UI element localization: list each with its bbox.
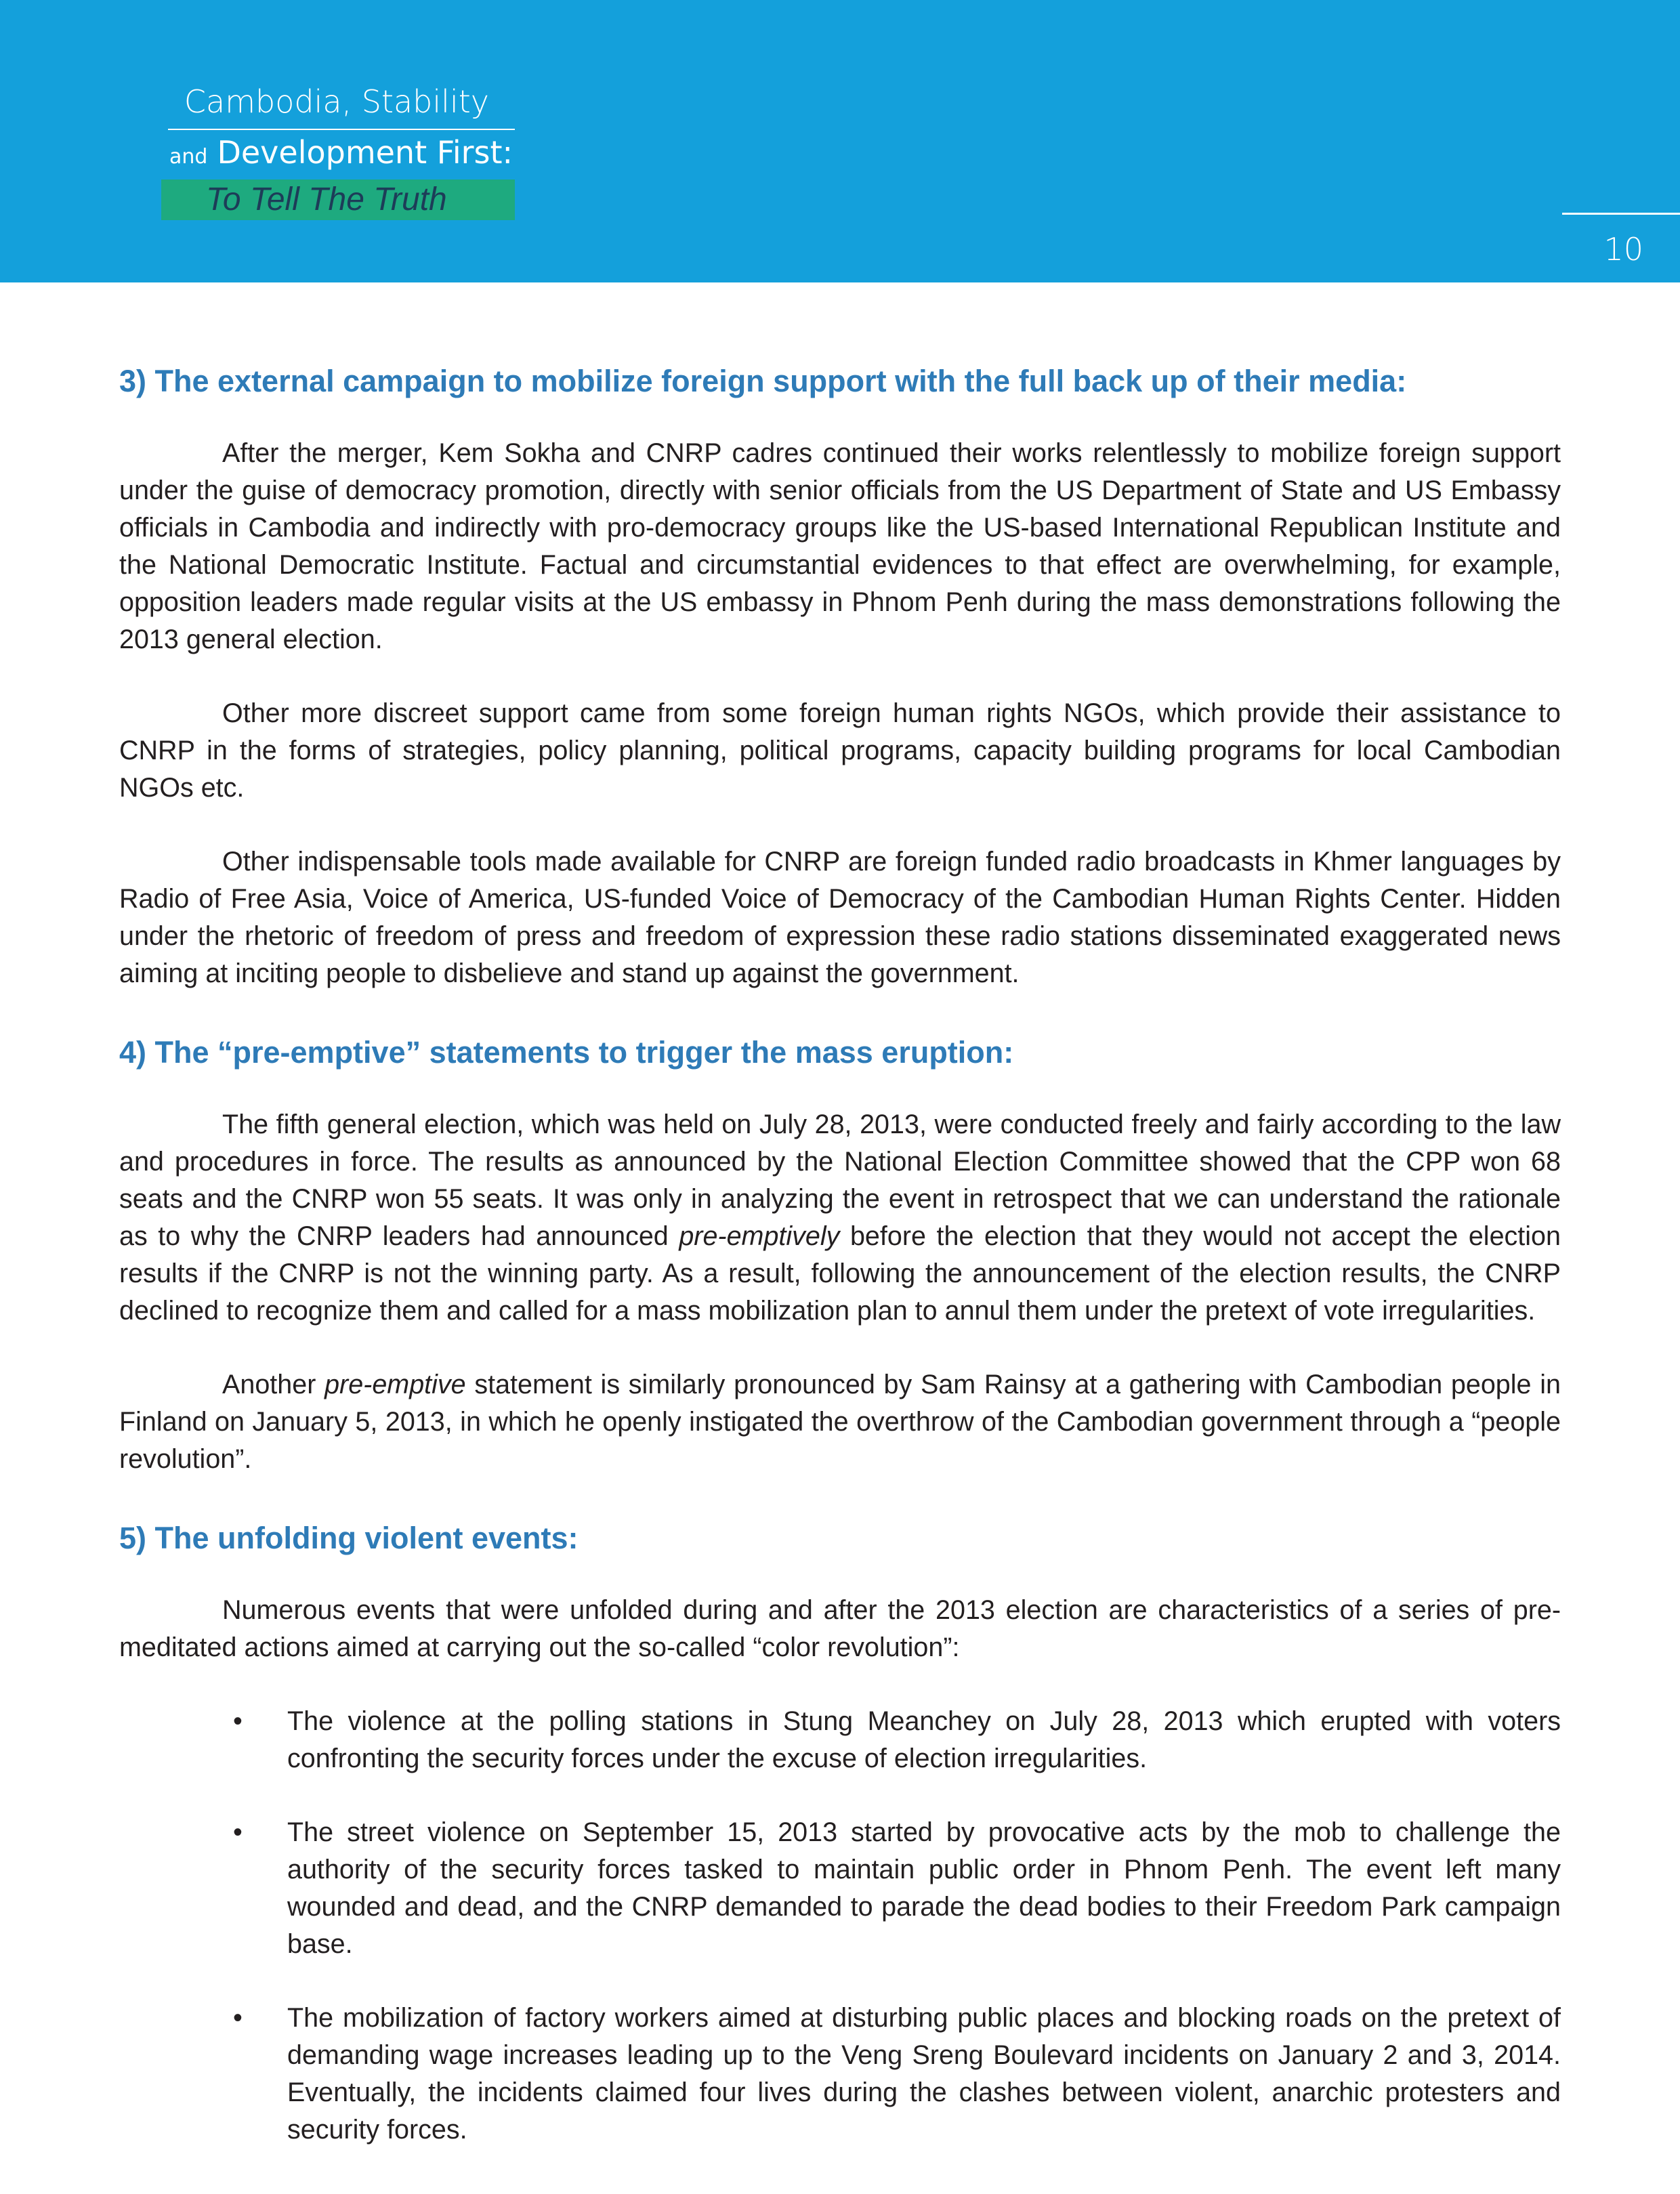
bullet-dot: • bbox=[233, 1706, 243, 1736]
emphasis-text: pre-emptive bbox=[324, 1370, 466, 1399]
bullet-item bbox=[119, 1703, 1561, 1777]
page-number: 10 bbox=[1603, 231, 1643, 268]
bullet-item bbox=[119, 2000, 1561, 2149]
brand-small-word: and bbox=[169, 145, 208, 169]
bullet-text: The street violence on September 15, 2013 started by provocative acts by the mob to challenge the authority of the security forces tasked to maintain public order in Phnom Penh. The event left many wounded and dead, and the CNRP demanded to parade the dead bodies to their Freedom Park campaign base. bbox=[287, 1817, 1561, 1959]
bullet-dot: • bbox=[233, 1817, 243, 1847]
section-3-paragraph-1: After the merger, Kem Sokha and CNRP cadres continued their works relentlessly to mobilize foreign support under the guise of democracy promotion, directly with senior officials from the US Department of State and US Embassy officials in Cambodia and indirectly with pro-democracy groups like the US-based International Republican Institute and the National Democratic Institute. Factual and circumstantial evidences to that effect are overwhelming, for example, opposition leaders made regular visits at the US embassy in Phnom Penh during the mass demonstrations following the 2013 general election. bbox=[119, 438, 1561, 654]
section-5-heading: 5) The unfolding violent events: bbox=[119, 1521, 579, 1555]
page-content bbox=[119, 358, 1561, 2185]
text-run: The fifth general election, which was held on July 28, 2013, were conducted freely and fairly according to the law and procedures in force. The results as announced by the National Election Committee showed that the CPP won 68 seats and the CNRP won 55 seats. It was only in analyzing the event in retrospect that we can understand the rationale as to why the CNRP leaders had announced bbox=[119, 1110, 1561, 1251]
text-run: Another bbox=[222, 1370, 325, 1399]
section-3-paragraph-2: Other more discreet support came from some foreign human rights NGOs, which provide their assistance to CNRP in the forms of strategies, policy planning, political programs, capacity building programs for local Cambodian NGOs etc. bbox=[119, 698, 1561, 803]
events-bullet-list bbox=[119, 1703, 1561, 2149]
bullet-item bbox=[119, 1814, 1561, 1963]
brand-title-line2 bbox=[161, 130, 515, 180]
header-band bbox=[0, 0, 1680, 282]
section-3-heading: 3) The external campaign to mobilize foreign support with the full back up of their media: bbox=[119, 364, 1407, 398]
brand-title-line2-text: Development First: bbox=[217, 134, 513, 171]
brand-tagline: To Tell The Truth bbox=[161, 180, 515, 220]
page-number-rule bbox=[1562, 213, 1680, 215]
publication-brand bbox=[161, 75, 515, 220]
text-run: statement is similarly pronounced by Sam Rainsy at a gathering with Cambodian people in Finland on January 5, 2013, in which he openly instigated the overthrow of the Cambodian government through a “people revolution”. bbox=[119, 1370, 1561, 1474]
section-3-paragraph-3: Other indispensable tools made available for CNRP are foreign funded radio broadcasts in Khmer languages by Radio of Free Asia, Voice of America, US-funded Voice of Democracy of the Cambodian Human Rights Center. Hidden under the rhetoric of freedom of press and freedom of expression these radio stations disseminated exaggerated news aiming at inciting people to disbelieve and stand up against the government. bbox=[119, 847, 1561, 988]
section-4-paragraph-2 bbox=[119, 1366, 1561, 1478]
brand-title-line1: Cambodia, Stability bbox=[184, 83, 489, 120]
text-run: before the election that they would not accept the election results if the CNRP is not the winning party. As a result, following the announcement of the election results, the CNRP declined to recognize them and called for a mass mobilization plan to annul them under the pretext of vote irregularities. bbox=[119, 1221, 1561, 1326]
bullet-text: The mobilization of factory workers aimed at disturbing public places and blocking roads on the pretext of demanding wage increases leading up to the Veng Sreng Boulevard incidents on January 2 and 3, 2014. Eventually, the incidents claimed four lives during the clashes between violent, anarchic protesters and security forces. bbox=[287, 2003, 1561, 2145]
bullet-dot: • bbox=[233, 2003, 243, 2033]
section-4-heading: 4) The “pre-emptive” statements to trigger the mass eruption: bbox=[119, 1035, 1014, 1070]
bullet-text: The violence at the polling stations in Stung Meanchey on July 28, 2013 which erupted with voters confronting the security forces under the excuse of election irregularities. bbox=[287, 1706, 1561, 1773]
emphasis-text: pre-emptively bbox=[679, 1221, 840, 1251]
section-5-paragraph-1: Numerous events that were unfolded during and after the 2013 election are characteristics of a series of pre-meditated actions aimed at carrying out the so-called “color revolution”: bbox=[119, 1595, 1561, 1662]
section-4-paragraph-1 bbox=[119, 1106, 1561, 1330]
